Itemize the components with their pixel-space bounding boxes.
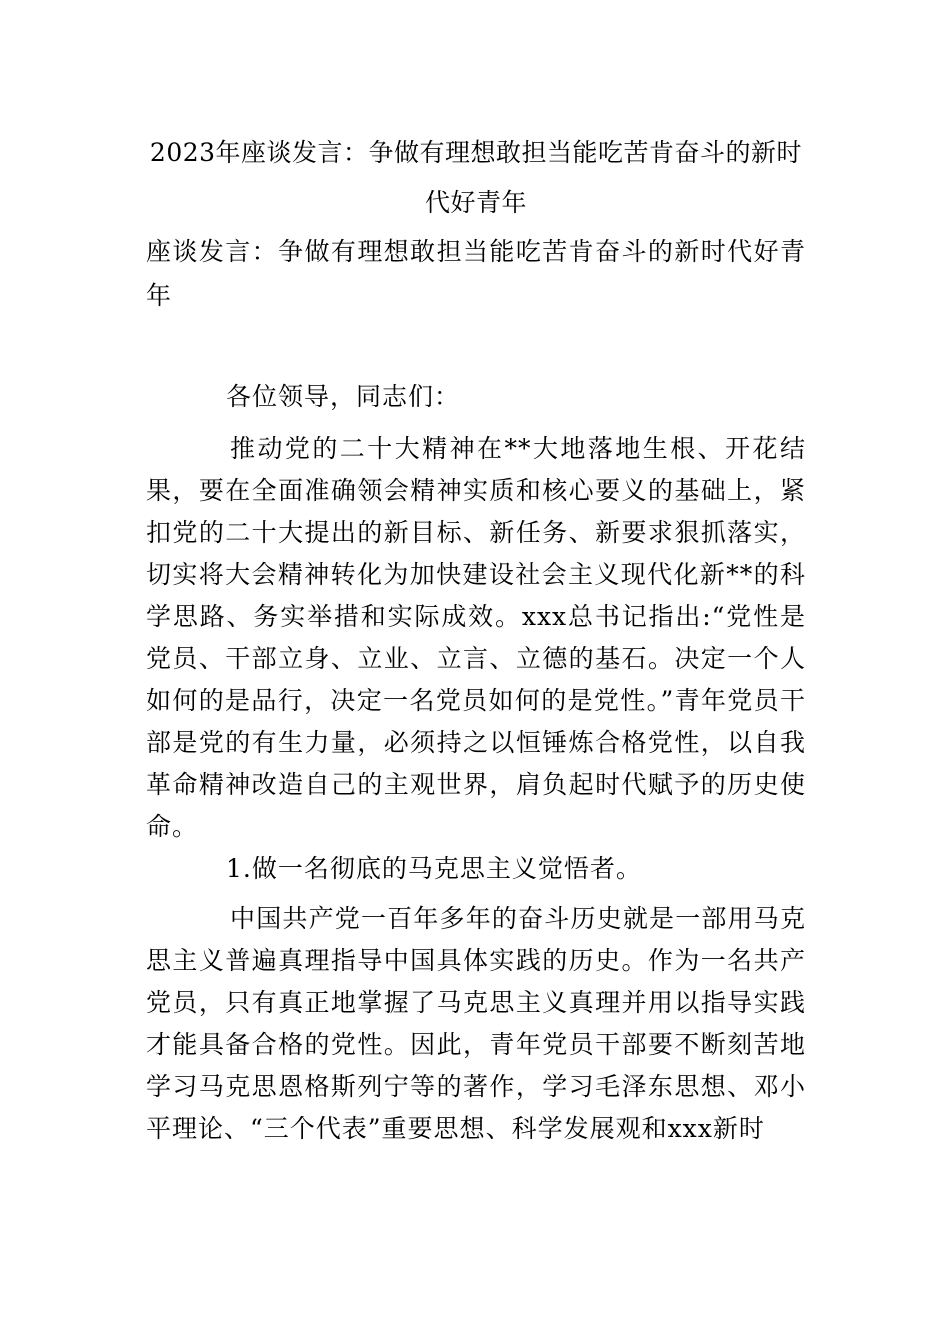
document-title: 2023年座谈发言：争做有理想敢担当能吃苦肯奋斗的新时代好青年: [149, 138, 803, 217]
document-subtitle: 座谈发言：争做有理想敢担当能吃苦肯奋斗的新时代好青年: [146, 237, 806, 310]
greeting-line: 各位领导，同志们：: [226, 382, 461, 411]
section-heading: 1.做一名彻底的马克思主义觉悟者。: [226, 854, 642, 883]
body-paragraph: 推动党的二十大精神在**大地落地生根、开花结果，要在全面准确领会精神实质和核心要义的基础上，紧扣党的二十大提出的新目标、新任务、新要求狠抓落实，切实将大会精神转化为加快建设社会主义现代化新**的科学思路、务实举措和实际成效。xxx总书记指出:“党性是党员、干部立身、立业、立言、立德的基石。决定一个人如何的是品行，决定一名党员如何的是党性。”青年党员干部是党的有生力量，必须持之以恒锤炼合格党性，以自我革命精神改造自己的主观世界，肩负起时代赋予的历史使命。: [146, 434, 806, 841]
body-paragraph: 中国共产党一百年多年的奋斗历史就是一部用马克思主义普遍真理指导中国具体实践的历史。作为一名共产党员，只有真正地掌握了马克思主义真理并用以指导实践才能具备合格的党性。因此，青年党员干部要不断刻苦地学习马克思恩格斯列宁等的著作，学习毛泽东思想、邓小平理论、“三个代表”重要思想、科学发展观和xxx新时: [146, 904, 806, 1143]
